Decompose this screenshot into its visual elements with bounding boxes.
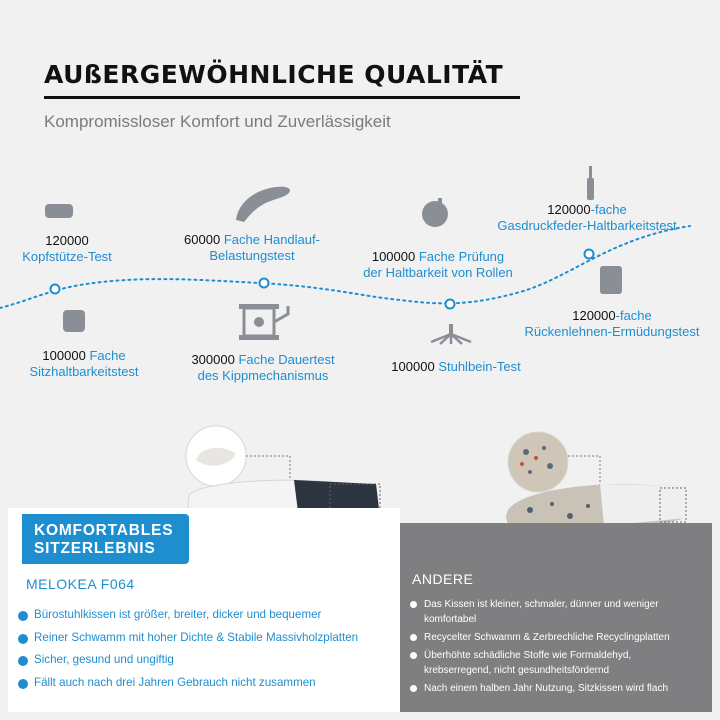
tilt-mechanism-icon — [236, 300, 292, 342]
chair-base-icon — [428, 322, 474, 346]
comfort-heading: KOMFORTABLES SITZERLEBNIS — [22, 514, 189, 564]
benefit-item: Reiner Schwamm mit hoher Dichte & Stabile Massivholzplatten — [18, 631, 358, 654]
benefit-item: Sicher, gesund und ungiftig — [18, 653, 358, 676]
test-chair-base: 100000 Stuhlbein-Test — [391, 359, 521, 374]
page-subtitle: Kompromissloser Komfort und Zuverlässigkeit — [44, 112, 391, 131]
headrest-icon — [44, 202, 74, 220]
others-heading: ANDERE — [412, 571, 474, 587]
caster-wheel-icon — [420, 196, 454, 230]
timeline-node — [51, 285, 60, 294]
test-headrest: 120000 Kopfstütze-Test — [22, 233, 112, 264]
page-title: AUßERGEWÖHNLICHE QUALITÄT — [44, 60, 504, 89]
benefit-item: Bürostuhlkissen ist größer, breiter, dicker und bequemer — [18, 608, 358, 631]
timeline-node — [585, 250, 594, 259]
test-tilt: 300000 Fache Dauertest des Kippmechanismus — [191, 352, 335, 383]
drawback-item: Das Kissen ist kleiner, schmaler, dünner und weniger komfortabel — [410, 597, 670, 627]
gas-lift-icon — [585, 166, 597, 202]
test-casters: 100000 Fache Prüfung der Haltbarkeit von Rollen — [363, 249, 513, 280]
test-backrest: 120000-fache Rückenlehnen-Ermüdungstest — [524, 308, 700, 339]
drawback-item: Nach einem halben Jahr Nutzung, Sitzkissen wird flach — [410, 681, 670, 696]
others-drawbacks-list — [410, 597, 670, 699]
timeline-node — [260, 279, 269, 288]
melokea-benefits-list — [18, 608, 358, 698]
drawback-item: Recycelter Schwamm & Zerbrechliche Recyclingplatten — [410, 630, 670, 645]
armrest-icon — [230, 182, 292, 224]
benefit-item: Fällt auch nach drei Jahren Gebrauch nicht zusammen — [18, 676, 358, 699]
test-gas-lift: 120000-fache Gasdruckfeder-Haltbarkeitstest — [497, 202, 677, 233]
model-name: MELOKEA F064 — [26, 576, 135, 592]
timeline-node — [446, 300, 455, 309]
test-armrest: 60000 Fache Handlauf- Belastungstest — [184, 232, 320, 263]
test-seat: 100000 Fache Sitzhaltbarkeitstest — [29, 348, 139, 379]
seat-cushion-icon — [62, 308, 86, 334]
others-card — [400, 523, 712, 712]
comfort-card — [8, 508, 400, 712]
backrest-icon — [598, 264, 624, 296]
drawback-item: Überhöhte schädliche Stoffe wie Formaldehyd, krebserregend, nicht gesundheitsfördernd — [410, 648, 670, 678]
